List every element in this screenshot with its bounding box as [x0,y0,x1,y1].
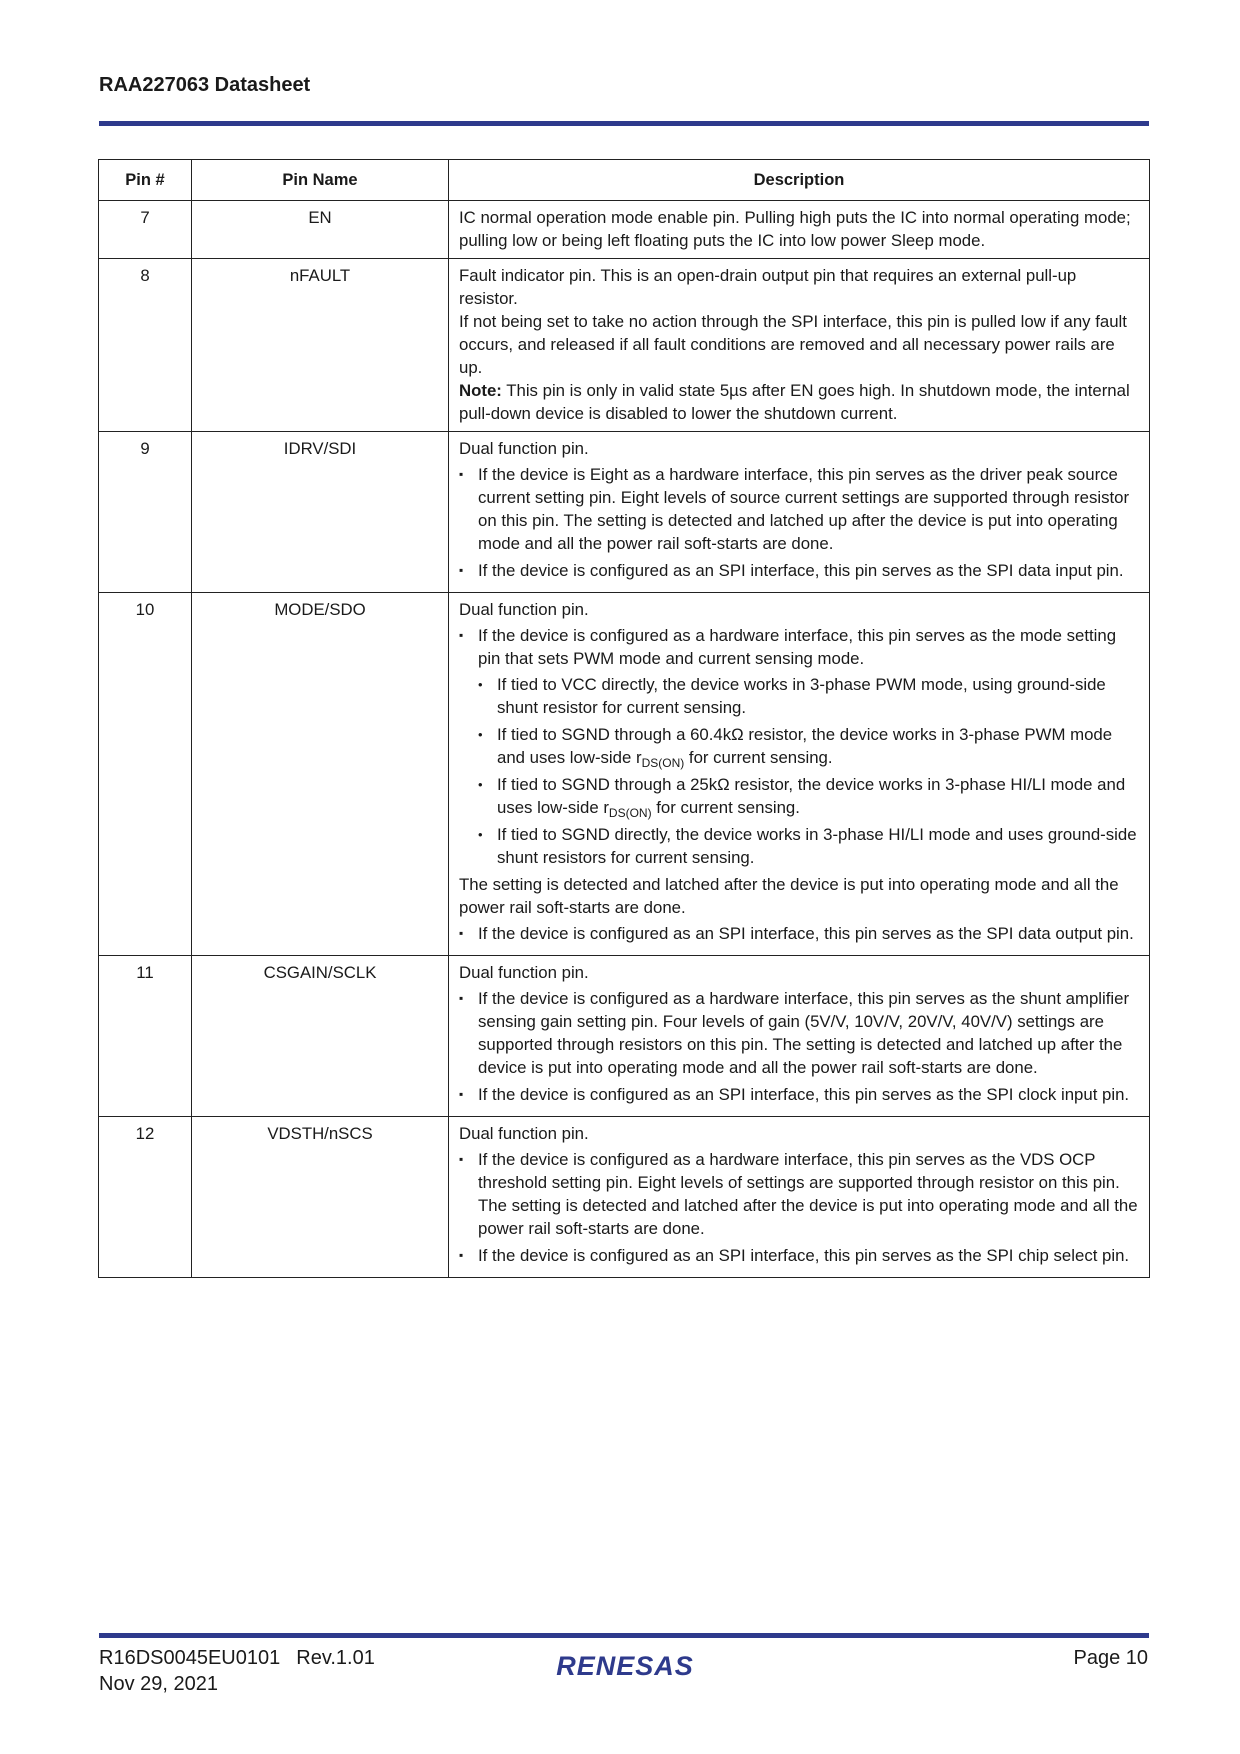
footer-rule [99,1633,1149,1638]
list-item: ▪ If the device is configured as an SPI interface, this pin serves as the SPI data output pin. [459,922,1139,945]
pin-description [449,259,1150,432]
pin-description [449,201,1150,259]
sub-list-item: • If tied to SGND directly, the device works in 3-phase HI/LI mode and uses ground-side shunt resistors for current sensing. [478,823,1139,869]
logo-text: RENESAS [556,1651,694,1681]
sub-list-text: If tied to SGND through a 25kΩ resistor, the device works in 3-phase HI/LI mode and uses low-side r [497,775,1126,817]
footer-doc-info [99,1645,375,1697]
description-intro: Dual function pin. [459,1124,589,1143]
document-title: RAA227063 Datasheet [99,74,311,96]
document-date: Nov 29, 2021 [99,1673,218,1695]
header-rule [99,121,1149,126]
column-header-pin-name: Pin Name [192,160,449,201]
table-row [99,956,1150,1117]
renesas-logo [535,1648,715,1684]
sub-list-text: for current sensing. [684,748,833,767]
description-line: pulling low or being left floating puts the IC into low power Sleep mode. [459,231,986,250]
table-header-row [99,160,1150,201]
pin-number: 8 [99,259,192,432]
pin-name: EN [192,201,449,259]
table-row [99,593,1150,956]
subscript-ds-on: DS(ON) [641,756,685,770]
pin-description [449,1117,1150,1278]
description-line: occurs, and released if all fault conditions are removed and all necessary power rails are up. [459,335,1115,377]
column-header-pin-number: Pin # [99,160,192,201]
bullet-list [459,1148,1139,1267]
bullet-list [459,624,1139,869]
pin-description [449,432,1150,593]
page-number: Page 10 [1073,1647,1148,1669]
sub-list-text: If tied to SGND through a 60.4kΩ resistor, the device works in 3-phase PWM mode and uses low-side r [497,725,1113,767]
document-number: R16DS0045EU0101 [99,1647,281,1669]
bullet-list [459,922,1139,945]
list-item: ▪ If the device is configured as an SPI interface, this pin serves as the SPI chip select pin. [459,1244,1139,1267]
description-line: IC normal operation mode enable pin. Pulling high puts the IC into normal operating mode; [459,208,1131,227]
revision: Rev.1.01 [296,1647,375,1669]
pin-number: 10 [99,593,192,956]
column-header-description: Description [449,160,1150,201]
description-intro: Dual function pin. [459,439,589,458]
list-item: ▪ If the device is Eight as a hardware interface, this pin serves as the driver peak source current setting pin. Eight levels of source current settings are supported through resistor on this pin. The setting is detected and latched up after the device is put into operating mode and all the power rail soft-starts are done. [459,463,1139,555]
pin-name: nFAULT [192,259,449,432]
pin-name: VDSTH/nSCS [192,1117,449,1278]
pin-description [449,593,1150,956]
description-line: If not being set to take no action through the SPI interface, this pin is pulled low if any fault [459,312,1127,331]
pin-name: IDRV/SDI [192,432,449,593]
pin-number: 11 [99,956,192,1117]
note-text: This pin is only in valid state 5µs after EN goes high. In shutdown mode, the internal [501,381,1130,400]
bullet-list [459,987,1139,1106]
note-line [459,379,1139,402]
list-item: ▪ If the device is configured as an SPI interface, this pin serves as the SPI data input pin. [459,559,1139,582]
list-item: ▪ If the device is configured as an SPI interface, this pin serves as the SPI clock input pin. [459,1083,1139,1106]
description-intro: Dual function pin. [459,600,589,619]
pin-number: 12 [99,1117,192,1278]
subscript-ds-on: DS(ON) [608,806,652,820]
sub-list-item: • If tied to VCC directly, the device works in 3-phase PWM mode, using ground-side shunt resistor for current sensing. [478,673,1139,719]
sub-list-item [478,773,1139,819]
pin-description [449,956,1150,1117]
description-line: The setting is detected and latched after the device is put into operating mode and all the power rail soft-starts are done. [459,875,1119,917]
list-item: ▪ If the device is configured as a hardware interface, this pin serves as the VDS OCP threshold setting pin. Eight levels of settings are supported through resistor on this pin. The setting is detected and latched after the device is put into operating mode and all the power rail soft-starts are done. [459,1148,1139,1240]
table-row [99,432,1150,593]
bullet-list [459,463,1139,582]
note-line: pull-down device is disabled to lower the shutdown current. [459,404,898,423]
list-item: ▪ If the device is configured as a hardware interface, this pin serves as the shunt amplifier sensing gain setting pin. Four levels of gain (5V/V, 10V/V, 20V/V, 40V/V) settings are supported through resistors on this pin. The setting is detected and latched up after the device is put into operating mode and all the power rail soft-starts are done. [459,987,1139,1079]
sub-bullet-list [478,673,1139,869]
table-row [99,1117,1150,1278]
pin-number: 7 [99,201,192,259]
sub-list-item [478,723,1139,769]
pin-number: 9 [99,432,192,593]
list-item-text: If the device is configured as a hardware interface, this pin serves as the mode setting pin that sets PWM mode and current sensing mode. [478,626,1117,668]
note-label: Note: [459,381,502,400]
list-item [459,624,1139,869]
pin-name: MODE/SDO [192,593,449,956]
pin-description-table [98,159,1150,1278]
sub-list-text: for current sensing. [651,798,800,817]
description-line: Fault indicator pin. This is an open-drain output pin that requires an external pull-up resistor. [459,266,1077,308]
table-row [99,201,1150,259]
table-row [99,259,1150,432]
pin-name: CSGAIN/SCLK [192,956,449,1117]
description-intro: Dual function pin. [459,963,589,982]
